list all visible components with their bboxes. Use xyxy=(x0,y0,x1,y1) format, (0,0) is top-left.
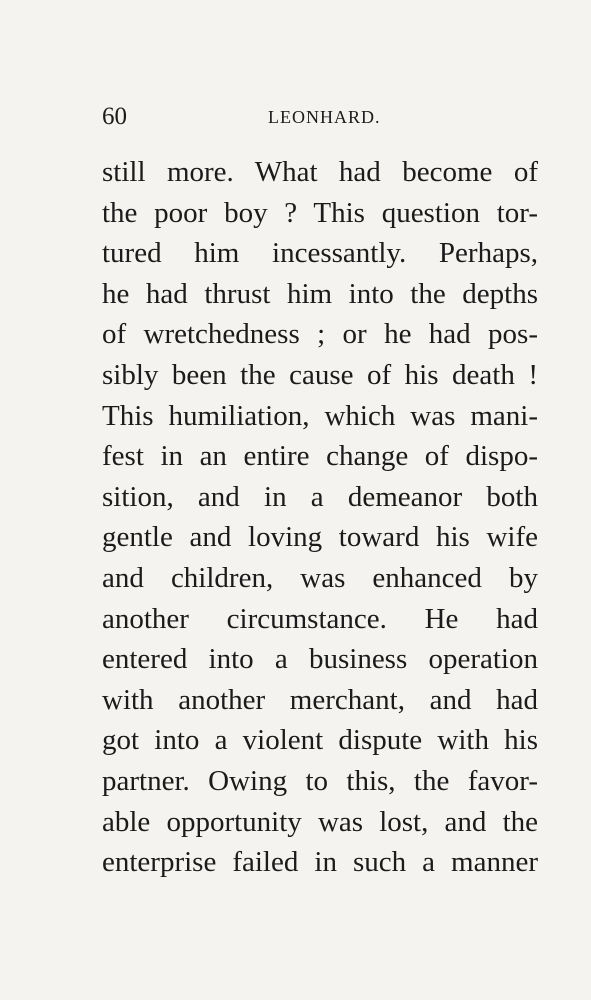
text-line: fest in an entire change of dispo- xyxy=(102,440,538,473)
text-line: he had thrust him into the depths xyxy=(102,277,538,310)
text-line: the poor boy ? This question tor- xyxy=(102,196,538,229)
body-text xyxy=(102,152,538,883)
text-line: entered into a business operation xyxy=(102,643,538,676)
running-head: LEONHARD. xyxy=(268,107,381,127)
text-line: and children, was enhanced by xyxy=(102,561,538,594)
text-line: enterprise failed in such a manner xyxy=(102,846,538,879)
text-line: able opportunity was lost, and the xyxy=(102,805,538,838)
text-line: got into a violent dispute with his xyxy=(102,724,538,757)
text-line: sition, and in a demeanor both xyxy=(102,480,538,513)
text-line: tured him incessantly. Perhaps, xyxy=(102,237,538,270)
page-number: 60 xyxy=(102,103,127,130)
page-header xyxy=(102,100,538,134)
text-line: sibly been the cause of his death ! xyxy=(102,358,538,391)
text-line: of wretchedness ; or he had pos- xyxy=(102,318,538,351)
text-line: with another merchant, and had xyxy=(102,683,538,716)
text-line: partner. Owing to this, the favor- xyxy=(102,764,538,797)
text-line: another circumstance. He had xyxy=(102,602,538,635)
text-line: This humiliation, which was mani- xyxy=(102,399,538,432)
text-line: gentle and loving toward his wife xyxy=(102,521,538,554)
text-line: still more. What had become of xyxy=(102,156,538,188)
